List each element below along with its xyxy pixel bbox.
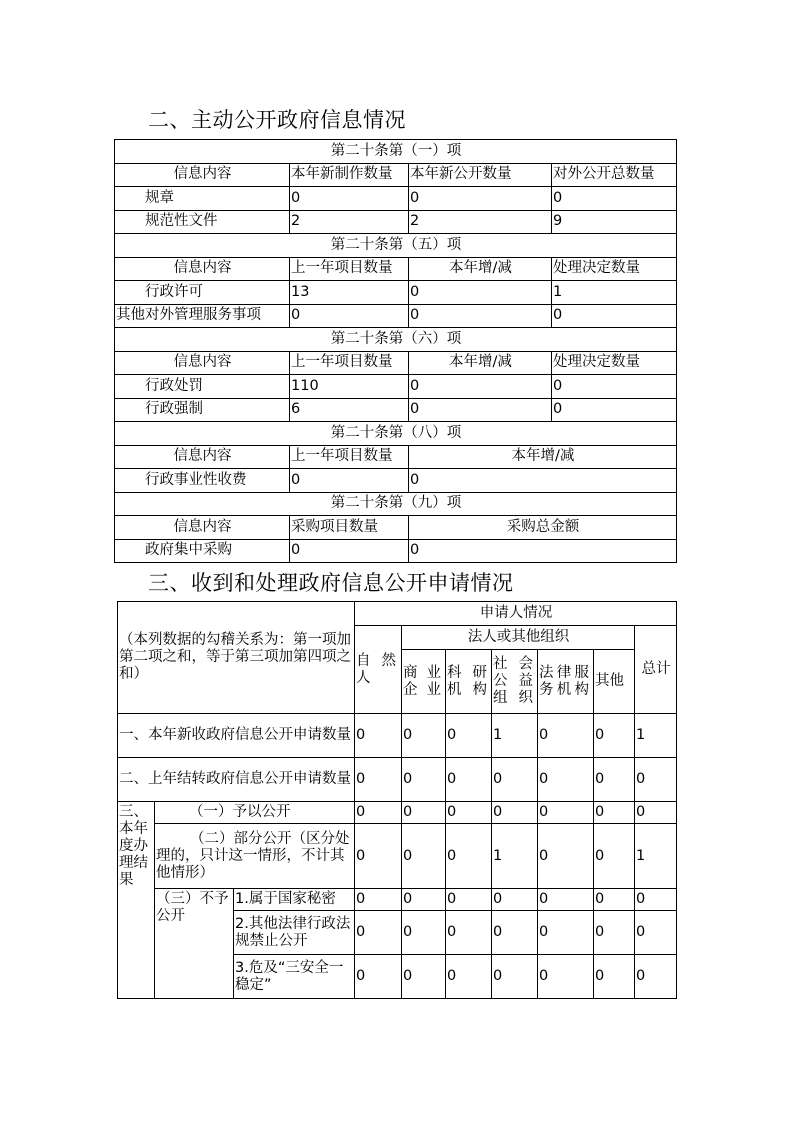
table-cell: 0 — [635, 911, 677, 955]
table-row — [115, 539, 677, 563]
row-label: 一、本年新收政府信息公开申请数量 — [118, 714, 355, 758]
column-header: 信息内容 — [115, 516, 290, 540]
section-header-row — [115, 140, 677, 164]
table-cell: 6 — [290, 398, 409, 422]
row-label: 规章 — [115, 187, 290, 211]
table-cell: 0 — [538, 824, 594, 889]
table-cell: 0 — [635, 955, 677, 999]
table-cell: 0 — [446, 758, 492, 802]
table-cell: 0 — [409, 469, 677, 493]
table-cell: 0 — [355, 911, 402, 955]
table-cell: 0 — [635, 758, 677, 802]
row-label: 行政事业性收费 — [115, 469, 290, 493]
table-row — [115, 304, 677, 328]
column-header-row — [115, 445, 677, 469]
table-cell: 1 — [635, 824, 677, 889]
table-cell: 0 — [446, 911, 492, 955]
column-header: 本年增/减 — [409, 351, 552, 375]
table-cell: 0 — [538, 911, 594, 955]
column-header-row — [115, 516, 677, 540]
row-label: 二、上年结转政府信息公开申请数量 — [118, 758, 355, 802]
table-cell: 0 — [538, 758, 594, 802]
table-cell: 2 — [409, 210, 552, 234]
section-header-row — [115, 328, 677, 352]
column-header: 社会公益组织 — [492, 650, 538, 714]
column-header: 商业企业 — [402, 650, 446, 714]
table-cell: 0 — [409, 281, 552, 305]
column-header: 采购项目数量 — [290, 516, 409, 540]
column-header: 信息内容 — [115, 257, 290, 281]
table-row — [118, 758, 677, 802]
row-label: 1.属于国家秘密 — [234, 889, 355, 911]
column-header: 本年新制作数量 — [290, 163, 409, 187]
column-header: 科研机构 — [446, 650, 492, 714]
table-row — [115, 210, 677, 234]
table-cell: 0 — [594, 955, 635, 999]
table-cell: 0 — [538, 955, 594, 999]
table-cell: 0 — [409, 375, 552, 399]
table-cell: 0 — [594, 911, 635, 955]
table-row — [115, 375, 677, 399]
legal-entity-header: 法人或其他组织 — [402, 626, 635, 650]
table-cell: 0 — [409, 304, 552, 328]
table-cell: 0 — [402, 824, 446, 889]
table-cell: 0 — [552, 375, 677, 399]
article-20-5-header: 第二十条第（五）项 — [115, 234, 677, 258]
table-cell: 0 — [492, 955, 538, 999]
row-group-label: （三）不予公开 — [155, 889, 234, 999]
table-row — [118, 889, 677, 911]
article-20-1-header: 第二十条第（一）项 — [115, 140, 677, 164]
table-cell: 0 — [402, 911, 446, 955]
table-cell: 0 — [552, 398, 677, 422]
table-cell: 1 — [492, 714, 538, 758]
row-group-label: 三、本年度办理结果 — [118, 802, 155, 999]
table-cell: 0 — [538, 802, 594, 824]
table-cell: 0 — [402, 889, 446, 911]
table-cell: 0 — [446, 955, 492, 999]
table-row — [115, 398, 677, 422]
table-row — [118, 802, 677, 824]
proactive-disclosure-table — [114, 139, 677, 563]
article-20-9-header: 第二十条第（九）项 — [115, 492, 677, 516]
table-cell: 0 — [594, 889, 635, 911]
table-cell: 0 — [552, 304, 677, 328]
table-cell: 0 — [446, 889, 492, 911]
column-header-row — [115, 163, 677, 187]
table-cell: 1 — [552, 281, 677, 305]
column-header: 本年增/减 — [409, 445, 677, 469]
row-label: （一）予以公开 — [155, 802, 355, 824]
section-3-title: 三、收到和处理政府信息公开申请情况 — [148, 571, 514, 595]
table-cell: 0 — [355, 889, 402, 911]
table-cell: 0 — [446, 714, 492, 758]
application-handling-table — [117, 601, 677, 999]
column-header: 信息内容 — [115, 445, 290, 469]
section-2-title: 二、主动公开政府信息情况 — [148, 108, 406, 132]
table-cell: 0 — [355, 758, 402, 802]
note-cell: （本列数据的勾稽关系为：第一项加第二项之和，等于第三项加第四项之和） — [118, 602, 355, 714]
row-label: 政府集中采购 — [115, 539, 290, 563]
column-header: 处理决定数量 — [552, 351, 677, 375]
row-label: 2.其他法律行政法规禁止公开 — [234, 911, 355, 955]
table-cell: 0 — [492, 758, 538, 802]
column-header: 处理决定数量 — [552, 257, 677, 281]
table-cell: 0 — [290, 187, 409, 211]
table-cell: 1 — [492, 824, 538, 889]
column-header: 本年增/减 — [409, 257, 552, 281]
table-cell: 110 — [290, 375, 409, 399]
table-cell: 0 — [409, 398, 552, 422]
table-row — [118, 824, 677, 889]
table-cell: 0 — [492, 802, 538, 824]
row-label: 行政许可 — [115, 281, 290, 305]
table-cell: 0 — [538, 714, 594, 758]
header-row — [118, 602, 677, 626]
table-cell: 0 — [355, 955, 402, 999]
row-label: 规范性文件 — [115, 210, 290, 234]
column-header: 信息内容 — [115, 163, 290, 187]
table-cell: 0 — [552, 187, 677, 211]
table-cell: 0 — [290, 469, 409, 493]
table-cell: 1 — [635, 714, 677, 758]
column-header: 对外公开总数量 — [552, 163, 677, 187]
column-header-row — [115, 351, 677, 375]
table-cell: 0 — [594, 714, 635, 758]
table-row — [115, 187, 677, 211]
table-cell: 0 — [492, 889, 538, 911]
column-header: 信息内容 — [115, 351, 290, 375]
table-cell: 2 — [290, 210, 409, 234]
column-header: 采购总金额 — [409, 516, 677, 540]
row-label: （二）部分公开（区分处理的，只计这一情形，不计其他情形） — [155, 824, 355, 889]
column-header: 上一年项目数量 — [290, 351, 409, 375]
article-20-6-header: 第二十条第（六）项 — [115, 328, 677, 352]
table-cell: 0 — [594, 802, 635, 824]
table-cell: 0 — [355, 824, 402, 889]
table-cell: 0 — [355, 802, 402, 824]
table-row — [115, 469, 677, 493]
table-cell: 0 — [290, 304, 409, 328]
table-cell: 9 — [552, 210, 677, 234]
section-header-row — [115, 492, 677, 516]
table-cell: 0 — [402, 758, 446, 802]
table-cell: 0 — [402, 714, 446, 758]
table-cell: 0 — [446, 802, 492, 824]
row-label: 行政处罚 — [115, 375, 290, 399]
table-cell: 0 — [355, 714, 402, 758]
table-row — [118, 714, 677, 758]
row-label: 3.危及“三安全一稳定” — [234, 955, 355, 999]
table-cell: 0 — [594, 824, 635, 889]
total-header: 总计 — [635, 626, 677, 714]
table-cell: 0 — [594, 758, 635, 802]
table-cell: 0 — [538, 889, 594, 911]
table-cell: 0 — [409, 539, 677, 563]
table-cell: 0 — [446, 824, 492, 889]
column-header: 上一年项目数量 — [290, 257, 409, 281]
table-cell: 0 — [409, 187, 552, 211]
table-cell: 0 — [402, 955, 446, 999]
row-label: 其他对外管理服务事项 — [115, 304, 290, 328]
section-header-row — [115, 422, 677, 446]
table-cell: 0 — [635, 802, 677, 824]
table-cell: 0 — [290, 539, 409, 563]
column-header: 本年新公开数量 — [409, 163, 552, 187]
row-label: 行政强制 — [115, 398, 290, 422]
column-header: 法律服务机构 — [538, 650, 594, 714]
applicant-header: 申请人情况 — [355, 602, 677, 626]
column-header-row — [115, 257, 677, 281]
column-header: 其他 — [594, 650, 635, 714]
section-header-row — [115, 234, 677, 258]
article-20-8-header: 第二十条第（八）项 — [115, 422, 677, 446]
table-cell: 13 — [290, 281, 409, 305]
table-cell: 0 — [635, 889, 677, 911]
natural-person-header: 自然人 — [355, 626, 402, 714]
table-row — [115, 281, 677, 305]
table-cell: 0 — [402, 802, 446, 824]
column-header: 上一年项目数量 — [290, 445, 409, 469]
table-cell: 0 — [492, 911, 538, 955]
